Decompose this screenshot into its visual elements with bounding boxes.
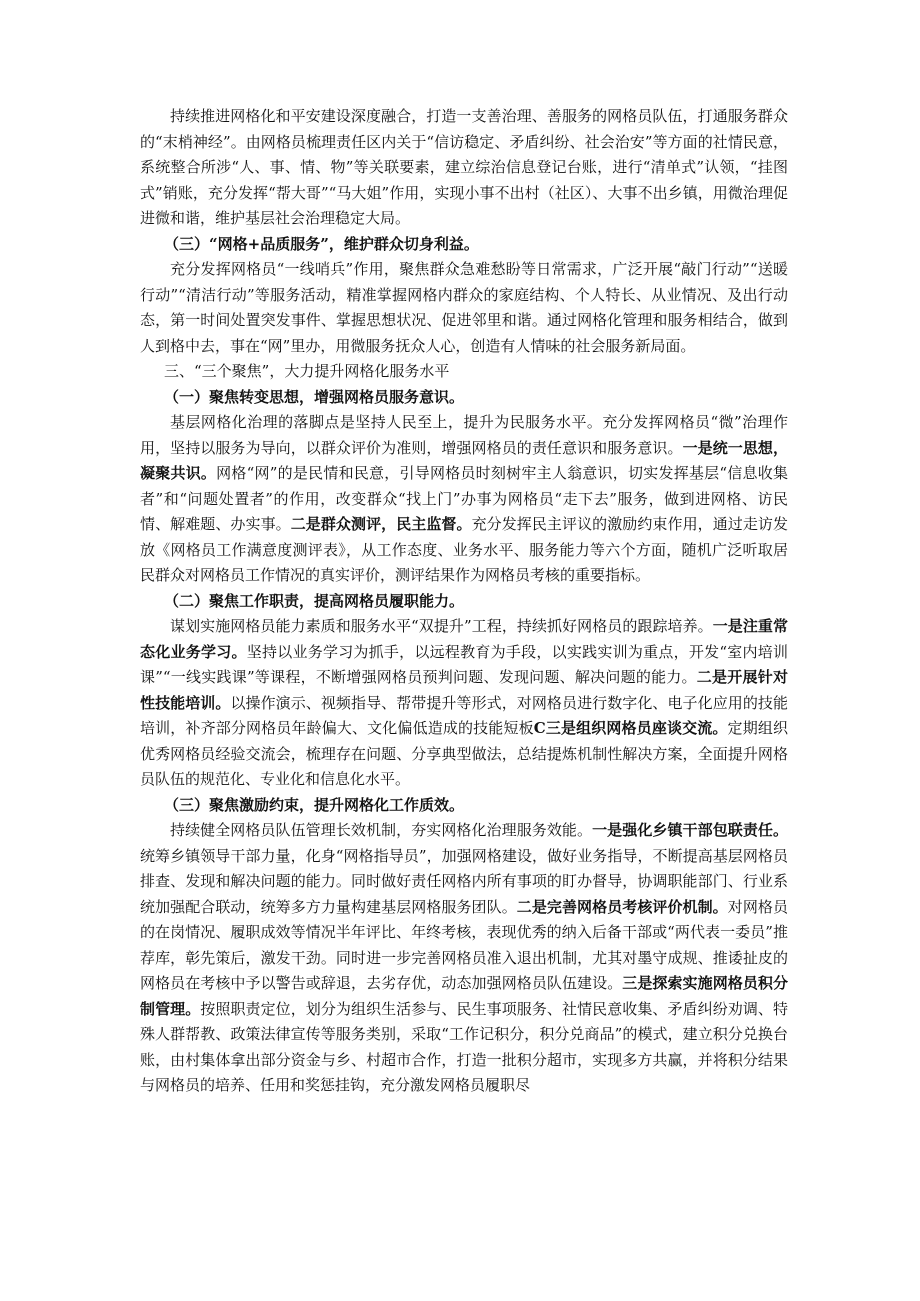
bold-point: 一是注重常态化业务学习。 — [140, 617, 788, 661]
bold-point: C三是组织网格员座谈交流。 — [533, 719, 728, 737]
text-span: 基层网格化治理的落脚点是坚持人民至上，提升为民服务水平。充分发挥网格员“微”治理作用，坚持以服务为导向，以群众评价为准则，增强网格员的责任意识和服务意识。 — [140, 413, 788, 457]
text-span: 充分发挥民主评议的激励约束作用，通过走访发放《网格员工作满意度测评表》，从工作态度、业务水平、服务能力等六个方面，随机广泛听取居民群众对网格员工作情况的真实评价，测评结果作为网格员考核的重要指标。 — [140, 515, 788, 584]
text-span: 网格“网”的是民情和民意，引导网格员时刻树牢主人翁意识，切实发挥基层“信息收集者”和“问题处置者”的作用，改变群众“找上门”办事为网格员“走下去”服务，做到进网格、访民情、解难题、办实事。 — [140, 464, 788, 533]
text-span: 对网格员的在岗情况、履职成效等情况半年评比、年终考核，表现优秀的纳入后备干部或“两代表一委员”推荐库，彰先策后，激发干劲。同时进一步完善网格员准入退出机制，尤其对墨守成规、推诿扯皮的网格员在考核中予以警告或辞退，去劣存优，动态加强网格员队伍建设。 — [140, 897, 788, 992]
text-span: 定期组织优秀网格员经验交流会，梳理存在问题、分享典型做法，总结提炼机制性解决方案，全面提升网格员队伍的规范化、专业化和信息化水平。 — [140, 719, 788, 788]
heading-focus-thinking: （一）聚焦转变思想，增强网格员服务意识。 — [164, 387, 465, 406]
heading-focus-duties: （二）聚焦工作职责，提高网格员履职能力。 — [164, 591, 465, 610]
bold-point: 一是统一思想，凝聚共识。 — [140, 438, 788, 482]
text-span: 以操作演示、视频指导、帮带提升等形式，对网格员进行数字化、电子化应用的技能培训，补齐部分网格员年龄偏大、文化偏低造成的技能短板 — [140, 693, 788, 737]
paragraph-focus-duties — [140, 614, 788, 793]
bold-point: 二是群众测评，民主监督。 — [290, 515, 472, 533]
text-span: 持续健全网格员队伍管理长效机制，夯实网格化治理服务效能。 — [170, 821, 593, 839]
text-span: 按照职责定位，划分为组织生活参与、民生事项服务、社情民意收集、矛盾纠纷劝调、特殊人群帮教、政策法律宣传等服务类别，采取“工作记积分，积分兑商品”的模式，建立积分兑换台账，由村集体拿出部分资金与乡、村超市合作，打造一批积分超市，实现多方共赢，并将积分结果与网格员的培养、任用和奖惩挂钩，充分激发网格员履职尽 — [140, 999, 788, 1094]
text-span: 坚持以业务学习为抓手，以远程教育为手段，以实践实训为重点，开发“室内培训课”“一线实践课”等课程，不断增强网格员预判问题、发现问题、解决问题的能力。 — [140, 642, 788, 686]
paragraph-sentinel: 充分发挥网格员“一线哨兵”作用，聚焦群众急难愁盼等日常需求，广泛开展“敲门行动”“送暖行动”“清洁行动”等服务活动，精准掌握网格内群众的家庭结构、个人特长、从业情况、及出行动态，第一时间处置突发事件、掌握思想状况、促进邻里和谐。通过网格化管理和服务相结合，做到人到格中去，事在“网”里办，用微服务抚众人心，创造有人情味的社会服务新局面。 — [140, 260, 788, 355]
text-span: 统筹乡镇领导干部力量，化身“网格指导员”，加强网格建设，做好业务指导，不断提高基层网格员排查、发现和解决问题的能力。同时做好责任网格内所有事项的盯办督导，协调职能部门、行业系统加强配合联动，统筹多方力量构建基层网格服务团队。 — [140, 846, 788, 916]
document-page — [140, 104, 788, 1099]
paragraph-grid-safety: 持续推进网格化和平安建设深度融合，打造一支善治理、善服务的网格员队伍，打通服务群众的“末梢神经”。由网格员梳理责任区内关于“信访稳定、矛盾纠纷、社会治安”等方面的社情民意，系统整合所涉“人、事、情、物”等关联要素，建立综治信息登记台账，进行“清单式”认领，“挂图式”销账，充分发挥“帮大哥”“马大姐”作用，实现小事不出村（社区）、大事不出乡镇，用微治理促进微和谐，维护基层社会治理稳定大局。 — [140, 107, 788, 227]
heading-quality-service: （三）“网格+品质服务”，维护群众切身利益。 — [164, 234, 479, 253]
text-span: 谋划实施网格员能力素质和服务水平“双提升”工程，持续抓好网格员的跟踪培养。 — [170, 617, 713, 635]
paragraph-focus-incentives — [140, 818, 788, 1099]
bold-point: 三是探索实施网格员积分制管理。 — [140, 974, 788, 1018]
bold-point: 二是完善网格员考核评价机制。 — [516, 897, 728, 916]
paragraph-focus-thinking — [140, 410, 788, 589]
bold-point: 一是强化乡镇干部包联责任。 — [592, 821, 788, 839]
bold-point: 二是开展针对性技能培训。 — [140, 668, 788, 712]
section-three-focuses: 三、“三个聚焦”，大力提升网格化服务水平 — [164, 362, 450, 380]
heading-focus-incentives: （三）聚焦激励约束，提升网格化工作质效。 — [164, 795, 465, 814]
